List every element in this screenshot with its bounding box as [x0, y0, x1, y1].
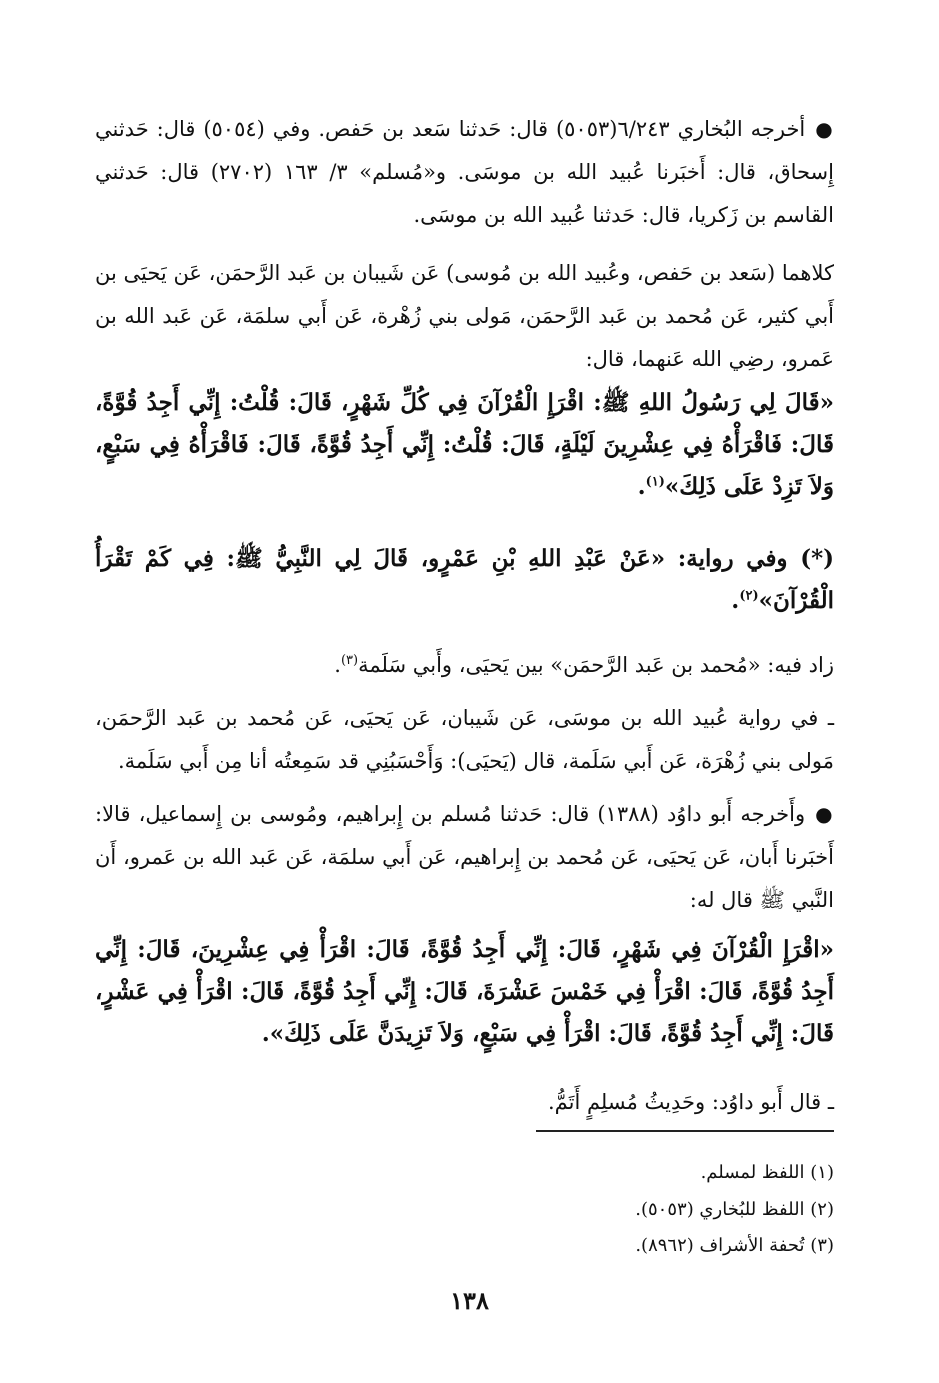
- footnote-reference: (٣): [340, 653, 359, 668]
- paragraph-chain-of-narration: [95, 252, 834, 381]
- footnote-reference: (١): [645, 474, 665, 490]
- paragraph-text: أخرجه البُخاري ٦/٢٤٣(٥٠٥٣) قال: حَدثنا سَعد بن حَفص. وفي (٥٠٥٤) قال: حَدثني إِسحاق، قال: أَخبَرنا عُبيد الله بن موسَى. و«مُسلم» ٣/ ١٦٣ (٢٧٠٢) قال: حَدثني القاسم بن زَكريا، قال: حَدثنا عُبيد الله بن موسَى.: [95, 117, 834, 227]
- bullet-icon: ●: [815, 117, 834, 141]
- hadith-variant-narration: (*) وفي رواية: «عَنْ عَبْدِ اللهِ بْنِ عَمْرٍو، قَالَ لِي النَّبِيُّ ﷺ: فِي كَمْ تَقْرَأُ الْقُرْآنَ»$^{(٢)}$.: [95, 545, 834, 614]
- footnote-reference: (٢): [739, 588, 759, 604]
- bullet-icon: ●: [815, 802, 835, 826]
- hadith-text: «قَالَ لِي رَسُولُ اللهِ ﷺ: اقْرَإِ الْقُرْآنَ فِي كُلِّ شَهْرٍ، قَالَ: قُلْتُ: إِنِّي أَجِدُ قُوَّةً، قَالَ: فَاقْرَأْهُ فِي عِشْرِينَ لَيْلَةٍ، قَالَ: قُلْتُ: إِنِّي أَجِدُ قُوَّةً، قَالَ: فَاقْرَأْهُ فِي سَبْعٍ، وَلاَ تَزِدْ عَلَى ذَلِكَ»: [95, 389, 834, 500]
- paragraph-text: كلاهما (سَعد بن حَفص، وعُبيد الله بن مُوسى) عَن شَيبان بن عَبد الرَّحمَن، عَن يَحيَى بن أَبي كثير، عَن مُحمد بن عَبد الرَّحمَن، مَولى بني زُهْرة، عَن أَبي سلمَة، عَن عَبد الله بن عَمرو، رضِي الله عَنهما، قال:: [95, 261, 834, 371]
- paragraph-abu-dawud-comment: [95, 1081, 834, 1124]
- footnote-2: (٢) اللفظ للبُخاري (٥٠٥٣).: [635, 1199, 834, 1220]
- paragraph-text: زاد فيه: «مُحمد بن عَبد الرَّحمَن» بين يَحيَى، وأَبي سَلَمة: [358, 653, 834, 677]
- page-number: ١٣٨: [450, 1286, 489, 1315]
- footnote-divider: [536, 1130, 834, 1132]
- paragraph-addition-note: [95, 644, 834, 687]
- paragraph-tail: .: [334, 653, 341, 677]
- footnote-3: (٣) تُحفة الأشراف (٨٩٦٢).: [635, 1235, 834, 1256]
- paragraph-ubaidullah-narration: [95, 697, 834, 783]
- paragraph-bukhari-muslim-source: [95, 108, 834, 237]
- paragraph-text: ـ قال أَبو داوُد: وحَدِيثُ مُسلِمٍ أَتَمُّ.: [547, 1090, 834, 1114]
- paragraph-abu-dawud-source: [95, 793, 834, 922]
- paragraph-text: وأَخرجه أَبو داوُد (١٣٨٨) قال: حَدثنا مُسلم بن إِبراهيم، ومُوسى بن إِسماعيل، قالا: أَخبَرنا أَبان، عَن يَحيَى، عَن مُحمد بن إِبراهيم، عَن أَبي سلمَة، عَن عَبد الله بن عَمرو، أَن النَّبي ﷺ قال له:: [95, 802, 834, 912]
- paragraph-text: ـ في رواية عُبيد الله بن موسَى، عَن شَيبان، عَن يَحيَى، عَن مُحمد بن عَبد الرَّحمَن، مَولى بني زُهْرَة، عَن أَبي سَلَمة، قال (يَحيَى): وَأَحْسَبُنِي قد سَمِعتُه أنا مِن أَبي سَلَمة.: [95, 706, 834, 773]
- footnote-1: (١) اللفظ لمسلم.: [700, 1162, 834, 1183]
- hadith-text: (*) وفي رواية: «عَنْ عَبْدِ اللهِ بْنِ عَمْرٍو، قَالَ لِي النَّبِيُّ ﷺ: فِي كَمْ تَقْرَأُ الْقُرْآنَ»: [95, 545, 834, 614]
- hadith-text-2: [95, 929, 834, 1055]
- hadith-text: «اقْرَإِ الْقُرْآنَ فِي شَهْرٍ، قَالَ: إِنِّي أَجِدُ قُوَّةً، قَالَ: اقْرَأْ فِي عِشْرِينَ، قَالَ: إِنِّي أَجِدُ قُوَّةً، قَالَ: اقْرَأْ فِي خَمْسَ عَشْرَةَ، قَالَ: إِنِّي أَجِدُ قُوَّةً، قَالَ: اقْرَأْ فِي عَشْرٍ، قَالَ: إِنِّي أَجِدُ قُوَّةً، قَالَ: اقْرَأْ فِي سَبْعٍ، وَلاَ تَزِيدَنَّ عَلَى ذَلِكَ».: [95, 936, 834, 1047]
- hadith-text-1: «قَالَ لِي رَسُولُ اللهِ ﷺ: اقْرَإِ الْقُرْآنَ فِي كُلِّ شَهْرٍ، قَالَ: قُلْتُ: إِنِّي أَجِدُ قُوَّةً، قَالَ: فَاقْرَأْهُ فِي عِشْرِينَ لَيْلَةٍ، قَالَ: قُلْتُ: إِنِّي أَجِدُ قُوَّةً، قَالَ: فَاقْرَأْهُ فِي سَبْعٍ، وَلاَ تَزِدْ عَلَى ذَلِكَ»$^{(١)}$.: [95, 389, 834, 500]
